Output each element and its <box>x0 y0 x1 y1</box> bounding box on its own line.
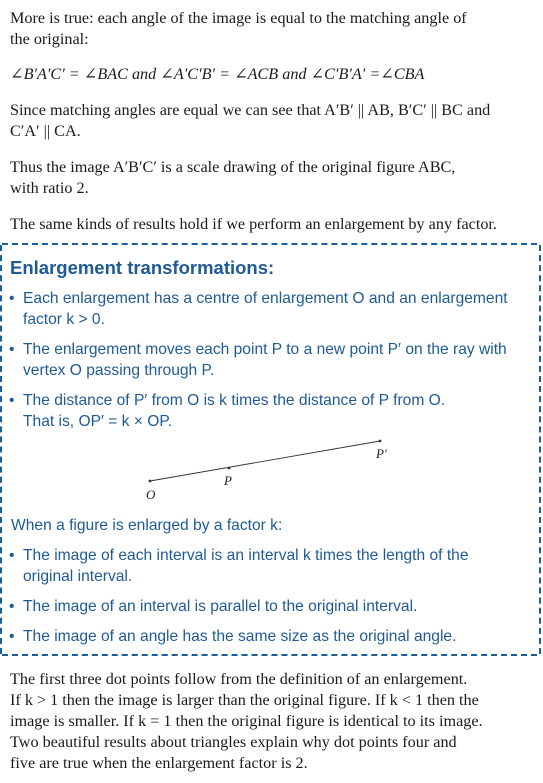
bullet-interval-length <box>9 545 529 587</box>
angle-equalities: ∠B′A′C′ = ∠BAC and ∠A′C′B′ = ∠ACB and ∠C′B′A′ =∠CBA <box>10 65 425 83</box>
bullet-dot: • <box>9 341 15 358</box>
bullet-text-3b: That is, OP′ = k × OP. <box>23 413 173 430</box>
outro-line-3: image is smaller. If k = 1 then the original figure is identical to its image. <box>10 712 483 730</box>
point-p <box>228 467 231 470</box>
parallel-line-1: Since matching angles are equal we can see that A′B′ || AB, B′C′ || BC and <box>10 101 491 119</box>
bullet-text-2: The enlargement moves each point P to a new point P′ on the ray with <box>23 341 507 358</box>
bullet-dot: • <box>9 547 15 564</box>
outro-line-4: Two beautiful results about triangles explain why dot points four and <box>10 733 457 751</box>
scale-line-2: with ratio 2. <box>10 179 89 197</box>
point-o <box>149 480 152 483</box>
bullet-dot: • <box>9 392 15 409</box>
bullet-text-1b: factor k > 0. <box>23 311 105 328</box>
bullet-dot: • <box>9 628 15 645</box>
ray-diagram <box>0 430 543 510</box>
bullet-text-4: The image of each interval is an interval k times the length of the <box>23 547 469 564</box>
scale-line-1: Thus the image A′B′C′ is a scale drawing of the original figure ABC, <box>10 158 456 176</box>
bullet-text-5: The image of an interval is parallel to the original interval. <box>23 598 418 615</box>
bullet-text-2b: vertex O passing through P. <box>23 362 215 379</box>
bullet-text-4b: original interval. <box>23 568 133 585</box>
bullet-parallel <box>9 596 529 617</box>
intro-line-2: the original: <box>10 30 89 48</box>
bullet-angle <box>9 626 529 647</box>
bullet-distance <box>9 390 529 432</box>
parallel-line-2: C′A′ || CA. <box>10 122 81 140</box>
bullet-text-6: The image of an angle has the same size as the original angle. <box>23 628 457 645</box>
label-o: O <box>146 487 156 502</box>
bullet-text-1: Each enlargement has a centre of enlargement O and an enlargement <box>23 290 508 307</box>
box-title: Enlargement transformations: <box>10 257 275 278</box>
outro-line-5: five are true when the enlargement factor is 2. <box>10 754 308 772</box>
enlarged-by-factor: When a figure is enlarged by a factor k: <box>11 517 283 534</box>
label-p-prime: P′ <box>376 446 387 461</box>
outro-line-2: If k > 1 then the image is larger than the original figure. If k < 1 then the <box>10 691 479 709</box>
bullet-text-3: The distance of P′ from O is k times the distance of P from O. <box>23 392 446 409</box>
point-p-prime <box>379 440 382 443</box>
ray-line <box>150 441 380 481</box>
bullet-moves <box>9 339 529 381</box>
bullet-dot: • <box>9 598 15 615</box>
label-p: P <box>224 473 232 488</box>
bullet-centre <box>9 288 529 330</box>
bullet-dot: • <box>9 290 15 307</box>
intro-line-1: More is true: each angle of the image is equal to the matching angle of <box>10 9 467 27</box>
same-results: The same kinds of results hold if we perform an enlargement by any factor. <box>10 215 497 233</box>
outro-line-1: The first three dot points follow from the definition of an enlargement. <box>10 670 468 688</box>
